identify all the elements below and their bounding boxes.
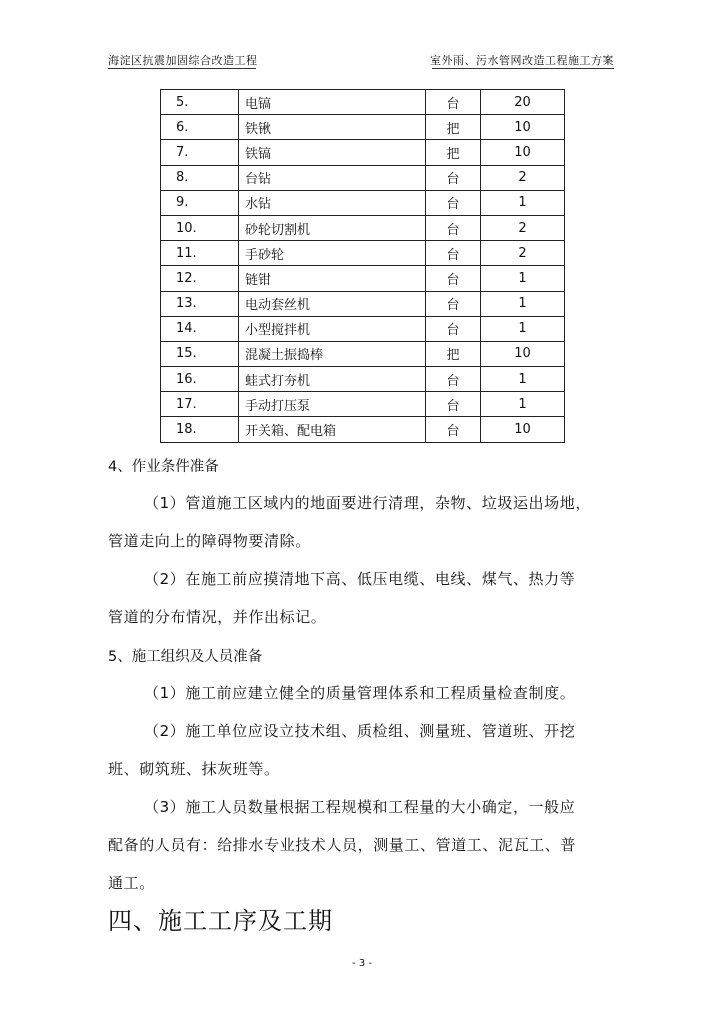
section-5-paragraph-1-line-1: （1）施工前应建立健全的质量管理体系和工程质量检查制度。 xyxy=(144,684,576,702)
tool-name: 铁锹 xyxy=(239,115,426,140)
tool-unit: 台 xyxy=(426,392,481,417)
row-number: 10. xyxy=(161,215,239,240)
tool-name: 水钻 xyxy=(239,190,426,215)
table-row xyxy=(161,90,565,115)
header-rule-left xyxy=(108,68,256,69)
tool-quantity: 1 xyxy=(481,190,565,215)
tool-quantity: 2 xyxy=(481,241,565,266)
row-number: 12. xyxy=(161,266,239,291)
row-number: 5. xyxy=(161,90,239,115)
row-number: 17. xyxy=(161,392,239,417)
row-number: 9. xyxy=(161,190,239,215)
tool-name: 开关箱、配电箱 xyxy=(239,417,426,442)
tool-quantity: 1 xyxy=(481,392,565,417)
tool-quantity: 1 xyxy=(481,316,565,341)
tool-name: 电动套丝机 xyxy=(239,291,426,316)
tool-quantity: 2 xyxy=(481,215,565,240)
header-document-title: 室外雨、污水管网改造工程施工方案 xyxy=(430,54,614,67)
row-number: 16. xyxy=(161,367,239,392)
tool-name: 砂轮切割机 xyxy=(239,215,426,240)
tool-unit: 台 xyxy=(426,316,481,341)
row-number: 6. xyxy=(161,115,239,140)
table-row xyxy=(161,341,565,366)
tool-quantity: 10 xyxy=(481,341,565,366)
section-5-paragraph-3-line-3: 通工。 xyxy=(108,874,155,892)
row-number: 8. xyxy=(161,165,239,190)
table-row xyxy=(161,291,565,316)
tool-name: 混凝土振捣棒 xyxy=(239,341,426,366)
table-row xyxy=(161,316,565,341)
section-4-paragraph-2-line-2: 管道的分布情况，并作出标记。 xyxy=(108,608,327,626)
tool-name: 链钳 xyxy=(239,266,426,291)
tool-name: 蛙式打夯机 xyxy=(239,367,426,392)
section-4-paragraph-1-line-1: （1）管道施工区域内的地面要进行清理，杂物、垃圾运出场地， xyxy=(144,494,591,512)
section-4-paragraph-2-line-1: （2）在施工前应摸清地下高、低压电缆、电线、煤气、热力等 xyxy=(144,570,576,588)
tool-unit: 台 xyxy=(426,367,481,392)
section-5-paragraph-3-line-2: 配备的人员有：给排水专业技术人员，测量工、管道工、泥瓦工、普 xyxy=(108,836,577,854)
tool-quantity: 1 xyxy=(481,367,565,392)
row-number: 7. xyxy=(161,140,239,165)
tool-name: 铁镐 xyxy=(239,140,426,165)
tool-unit: 台 xyxy=(426,417,481,442)
table-row xyxy=(161,392,565,417)
section-5-paragraph-3-line-1: （3）施工人员数量根据工程规模和工程量的大小确定，一般应 xyxy=(144,798,576,816)
tool-name: 台钻 xyxy=(239,165,426,190)
tool-unit: 台 xyxy=(426,215,481,240)
tool-unit: 台 xyxy=(426,165,481,190)
tool-unit: 把 xyxy=(426,140,481,165)
table-row xyxy=(161,417,565,442)
header-project-title: 海淀区抗震加固综合改造工程 xyxy=(108,54,258,67)
table-row xyxy=(161,367,565,392)
tool-unit: 台 xyxy=(426,190,481,215)
section-4-heading: 4、作业条件准备 xyxy=(108,459,219,475)
tool-name: 手砂轮 xyxy=(239,241,426,266)
row-number: 13. xyxy=(161,291,239,316)
tool-quantity: 10 xyxy=(481,140,565,165)
section-5-heading: 5、施工组织及人员准备 xyxy=(108,649,263,665)
tool-name: 手动打压泵 xyxy=(239,392,426,417)
tool-quantity: 10 xyxy=(481,417,565,442)
row-number: 18. xyxy=(161,417,239,442)
section-5-paragraph-2-line-1: （2）施工单位应设立技术组、质检组、测量班、管道班、开挖 xyxy=(144,722,576,740)
chapter-heading: 四、施工工序及工期 xyxy=(108,907,333,935)
row-number: 14. xyxy=(161,316,239,341)
table-row xyxy=(161,266,565,291)
tool-name: 小型搅拌机 xyxy=(239,316,426,341)
row-number: 15. xyxy=(161,341,239,366)
table-row xyxy=(161,140,565,165)
tool-quantity: 2 xyxy=(481,165,565,190)
tool-unit: 把 xyxy=(426,115,481,140)
tool-unit: 台 xyxy=(426,90,481,115)
table-row xyxy=(161,215,565,240)
section-4-paragraph-1-line-2: 管道走向上的障碍物要清除。 xyxy=(108,532,311,550)
row-number: 11. xyxy=(161,241,239,266)
table-row xyxy=(161,165,565,190)
tool-unit: 台 xyxy=(426,241,481,266)
tool-quantity: 10 xyxy=(481,115,565,140)
tool-unit: 台 xyxy=(426,266,481,291)
tool-quantity: 20 xyxy=(481,90,565,115)
table-row xyxy=(161,190,565,215)
tool-name: 电镐 xyxy=(239,90,426,115)
tool-quantity: 1 xyxy=(481,266,565,291)
equipment-table xyxy=(160,89,565,443)
tool-unit: 台 xyxy=(426,291,481,316)
header-rule-right xyxy=(432,68,614,69)
tool-unit: 把 xyxy=(426,341,481,366)
tool-quantity: 1 xyxy=(481,291,565,316)
section-5-paragraph-2-line-2: 班、砌筑班、抹灰班等。 xyxy=(108,760,280,778)
page-number: - 3 - xyxy=(352,958,372,969)
table-row xyxy=(161,241,565,266)
table-row xyxy=(161,115,565,140)
